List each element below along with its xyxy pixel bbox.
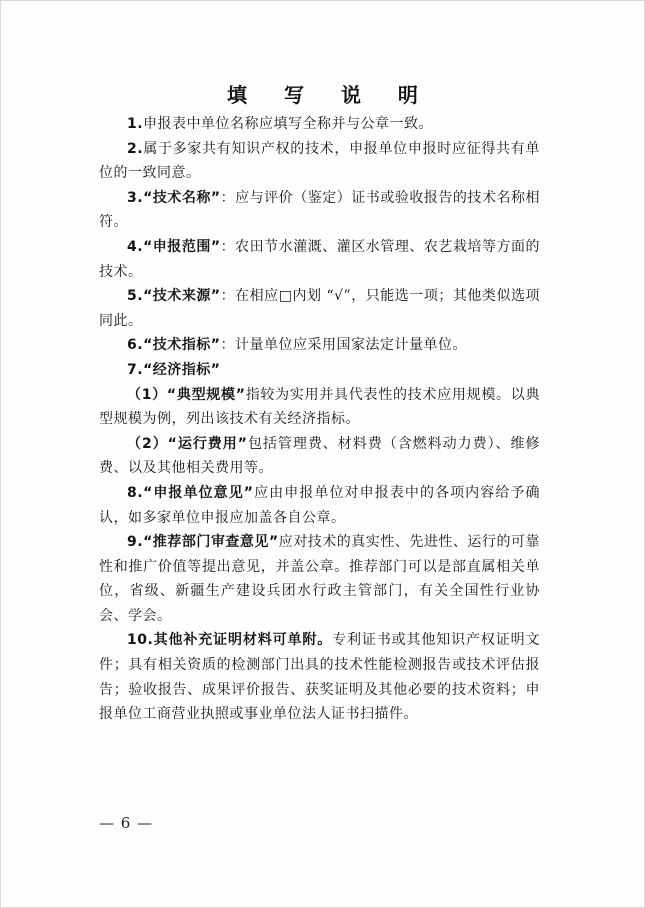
item-text: 指较为实用并具代表性的技术应用规模。以典型规模为例，列出该技术有关经济指标。: [99, 386, 540, 428]
item-number: 1.: [127, 116, 144, 132]
page-number: — 6 —: [99, 814, 154, 832]
item-term: “技术名称”: [143, 189, 221, 206]
instruction-list: [99, 112, 540, 727]
item-text: 申报表中单位名称应填写全称并与公章一致。: [143, 116, 434, 132]
item-term: “技术来源”: [143, 288, 221, 305]
item-term: “申报单位意见”: [143, 484, 254, 501]
item-term: “典型规模”: [166, 386, 246, 403]
item-text: 应由申报单位对申报表中的各项内容给予确认，如多家单位申报应加盖各自公章。: [99, 484, 540, 526]
instruction-item-4: [99, 235, 540, 284]
item-number: 3.: [127, 189, 144, 206]
item-number: 6.: [127, 337, 144, 354]
item-text: 专利证书或其他知识产权证明文件；具有相关资质的检测部门出具的技术性能检测报告或技术评估报告；验收报告、成果评价报告、获奖证明及其他必要的技术资料；申报单位工商营业执照或事业单位法人证书扫描件。: [99, 632, 540, 723]
instruction-item-1: [99, 112, 540, 137]
item-number: 9.: [127, 534, 144, 551]
item-number: 2.: [127, 140, 144, 157]
item-term: “运行费用”: [167, 435, 248, 452]
item-term: “经济指标”: [143, 361, 221, 378]
item-number: 8.: [127, 484, 144, 501]
instruction-item-8: [99, 481, 540, 530]
item-number: 5.: [127, 288, 144, 305]
item-number: 7.: [127, 361, 144, 378]
instruction-item-2: [99, 137, 540, 186]
item-number: （2）: [127, 435, 168, 452]
instruction-item-6: [99, 333, 540, 358]
item-term: “申报范围”: [143, 238, 221, 255]
item-text: 属于多家共有知识产权的技术，申报单位申报时应征得共有单位的一致同意。: [99, 140, 540, 182]
item-number: 10.: [127, 632, 154, 649]
item-text: ：农田节水灌溉、灌区水管理、农艺栽培等方面的技术。: [99, 238, 541, 280]
instruction-item-10: [99, 628, 540, 726]
instruction-item-9: [99, 530, 540, 628]
item-number: 4.: [127, 238, 144, 255]
item-number: （1）: [127, 386, 167, 403]
item-text: 应对技术的真实性、先进性、运行的可靠性和推广价值等提出意见，并盖公章。推荐部门可以是部直属相关单位，省级、新疆生产建设兵团水行政主管部门，有关全国性行业协会、学会。: [99, 534, 541, 624]
item-term: “推荐部门审查意见”: [143, 534, 279, 551]
item-term: “技术指标”: [143, 337, 221, 354]
item-text: ：在相应□内划 “√”，只能选一项；其他类似选项同此。: [99, 288, 540, 329]
instruction-subitem-7-2: [99, 432, 540, 481]
item-text: 包括管理费、材料费（含燃料动力费）、维修费、以及其他相关费用等。: [99, 435, 540, 477]
instruction-item-7: [99, 358, 540, 383]
item-text: ：计量单位应采用国家法定计量单位。: [220, 337, 467, 354]
item-term: 其他补充证明材料可单附。: [153, 632, 333, 649]
instruction-subitem-7-1: [99, 383, 540, 432]
instruction-item-5: [99, 284, 540, 333]
instruction-item-3: [99, 186, 540, 235]
item-text: ：应与评价（鉴定）证书或验收报告的技术名称相符。: [99, 189, 541, 231]
page-title: 填 写 说 明: [227, 83, 433, 107]
